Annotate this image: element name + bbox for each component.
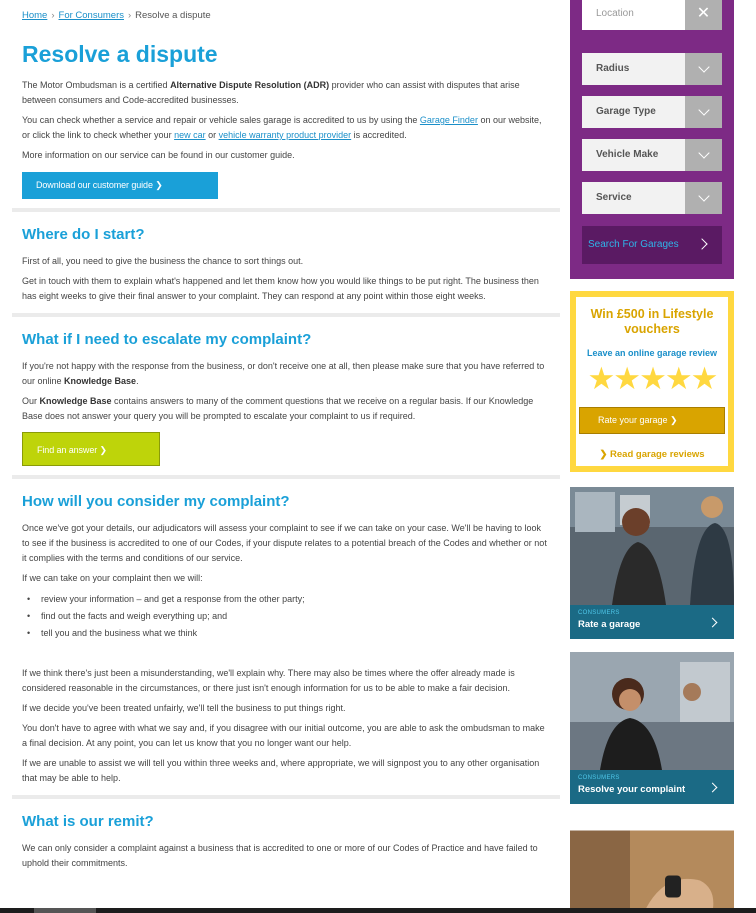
star-rating-icon: ★★★★★ [587, 361, 717, 396]
remit-paragraph-1: We can only consider a complaint against a business that is accredited to one or more of our Codes of Practice and have failed to uphold their commitments. [22, 843, 538, 868]
mechanic-photo [570, 487, 734, 605]
new-car-link[interactable]: new car [174, 130, 206, 140]
keys-promo-card[interactable] [570, 817, 734, 908]
breadcrumb-separator: › [51, 10, 55, 21]
location-field[interactable] [582, 0, 722, 30]
card-label: Rate a garage [578, 619, 641, 630]
warranty-provider-link[interactable]: vehicle warranty product provider [218, 130, 352, 140]
read-reviews-link[interactable]: ❯ Read garage reviews [599, 449, 705, 460]
consider-paragraph-6: If we are unable to assist we will tell you within three weeks and, where appropriate, we will signpost you to any other organisation that may be able to help. [22, 758, 540, 783]
list-item: • tell you and the business what we think [22, 625, 550, 642]
location-input[interactable]: Location [582, 0, 685, 30]
chevron-down-icon[interactable] [685, 182, 722, 214]
breadcrumb-current: Resolve a dispute [135, 10, 211, 21]
list-item: • review your information – and get a response from the other party; [22, 591, 550, 608]
horizontal-scrollbar[interactable] [0, 908, 756, 913]
car-keys-photo [570, 817, 734, 908]
chevron-down-icon[interactable] [685, 53, 722, 85]
remit-heading: What is our remit? [22, 813, 154, 830]
garage-search-panel [570, 0, 734, 279]
list-item: • find out the facts and weigh everything up; and [22, 608, 550, 625]
consider-paragraph-1: Once we've got your details, our adjudicators will assess your complaint to see if we can take on your case. We'll be having to look to see if the business is accredited to one of our Codes, if your dispute relates to a potential breach of the Codes and whether or not it complies with the terms and conditions of our service. [22, 523, 547, 563]
radius-select[interactable] [582, 53, 722, 85]
search-garages-button[interactable]: Search For Garages [582, 226, 722, 264]
intro-paragraph-2: You can check whether a service and repair or vehicle sales garage is accredited to us by using the Garage Finder on our website, or click the link to check whether your new car or vehicle warranty product provider is accredited. [22, 115, 542, 140]
remit-section [12, 813, 560, 871]
garage-finder-link[interactable]: Garage Finder [419, 115, 478, 125]
promo-subtitle: Leave an online garage review [586, 348, 718, 358]
escalate-paragraph-1: If you're not happy with the response from the business, or don't receive one at all, then please make sure that you have referred to our online Knowledge Base. [22, 361, 545, 386]
scrollbar-thumb[interactable] [34, 908, 96, 913]
breadcrumb-separator: › [127, 10, 132, 21]
card-category: CONSUMERS [578, 610, 620, 616]
card-caption [570, 605, 734, 639]
chevron-down-icon[interactable] [685, 139, 722, 171]
consider-heading: How will you consider my complaint? [22, 493, 290, 510]
breadcrumb-home-link[interactable]: Home [22, 10, 48, 21]
garage-type-label: Garage Type [582, 96, 685, 128]
download-guide-button[interactable]: Download our customer guide ❯ [22, 172, 218, 199]
page-title: Resolve a dispute [22, 41, 218, 67]
promo-title: Win £500 in Lifestyle vouchers [590, 307, 714, 336]
consider-paragraph-4: If we decide you've been treated unfairly, we'll tell the business to put things right. [22, 703, 346, 713]
breadcrumb [12, 0, 560, 26]
start-section [12, 226, 560, 304]
intro-paragraph-3: More information on our service can be found in our customer guide. [22, 150, 295, 160]
review-promo [570, 291, 734, 472]
start-paragraph-1: First of all, you need to give the business the chance to sort things out. [22, 256, 304, 266]
find-answer-button[interactable]: Find an answer ❯ [22, 432, 160, 466]
vehicle-make-select[interactable] [582, 139, 722, 171]
chevron-down-icon[interactable] [685, 96, 722, 128]
section-divider [12, 475, 560, 479]
radius-label: Radius [582, 53, 685, 85]
service-label: Service [582, 182, 685, 214]
resolve-complaint-card[interactable] [570, 652, 734, 804]
clear-icon[interactable]: ✕ [685, 0, 722, 30]
start-heading: Where do I start? [22, 226, 145, 243]
consider-paragraph-5: You don't have to agree with what we say and, if you disagree with our initial outcome, you are able to ask the ombudsman to make a final decision. At any point, you can let us know that you no longer want our help. [22, 723, 545, 748]
garage-type-select[interactable] [582, 96, 722, 128]
call-centre-photo [570, 652, 734, 770]
start-paragraph-2: Get in touch with them to explain what's happened and let them know how you would like things to be put right. The business then has eight weeks to give their final answer to your complaint. They can respond at any point within those eight weeks. [22, 276, 539, 301]
section-divider [12, 795, 560, 799]
intro-paragraph-1: The Motor Ombudsman is a certified Alternative Dispute Resolution (ADR) provider who can assist with disputes that arise between consumers and Code-accredited businesses. [22, 80, 520, 105]
intro-section [12, 40, 560, 199]
card-label: Resolve your complaint [578, 784, 686, 795]
escalate-paragraph-2: Our Knowledge Base contains answers to many of the comment questions that we receive on a regular basis. If our Knowledge Base does not answer your query you will be prompted to escalate your complaint to us if required. [22, 396, 534, 421]
card-category: CONSUMERS [578, 775, 620, 781]
card-caption [570, 770, 734, 804]
main-content [12, 0, 560, 876]
escalate-heading: What if I need to escalate my complaint? [22, 331, 312, 348]
section-divider [12, 208, 560, 212]
consider-list [22, 591, 550, 642]
chevron-right-icon [696, 238, 707, 249]
rate-garage-card[interactable] [570, 487, 734, 639]
section-divider [12, 313, 560, 317]
consider-paragraph-2: If we can take on your complaint then we will: [22, 573, 203, 583]
sidebar [570, 0, 734, 795]
breadcrumb-consumers-link[interactable]: For Consumers [58, 10, 124, 21]
escalate-section [12, 331, 560, 466]
vehicle-make-label: Vehicle Make [582, 139, 685, 171]
rate-garage-button[interactable]: Rate your garage ❯ [579, 407, 725, 434]
service-select[interactable] [582, 182, 722, 214]
consider-section [12, 493, 560, 786]
consider-paragraph-3: If we think there's just been a misunderstanding, we'll explain why. There may also be times where the offer already made is considered reasonable in the circumstances, or there just isn't enough information for us to be able to make a fair decision. [22, 668, 515, 693]
